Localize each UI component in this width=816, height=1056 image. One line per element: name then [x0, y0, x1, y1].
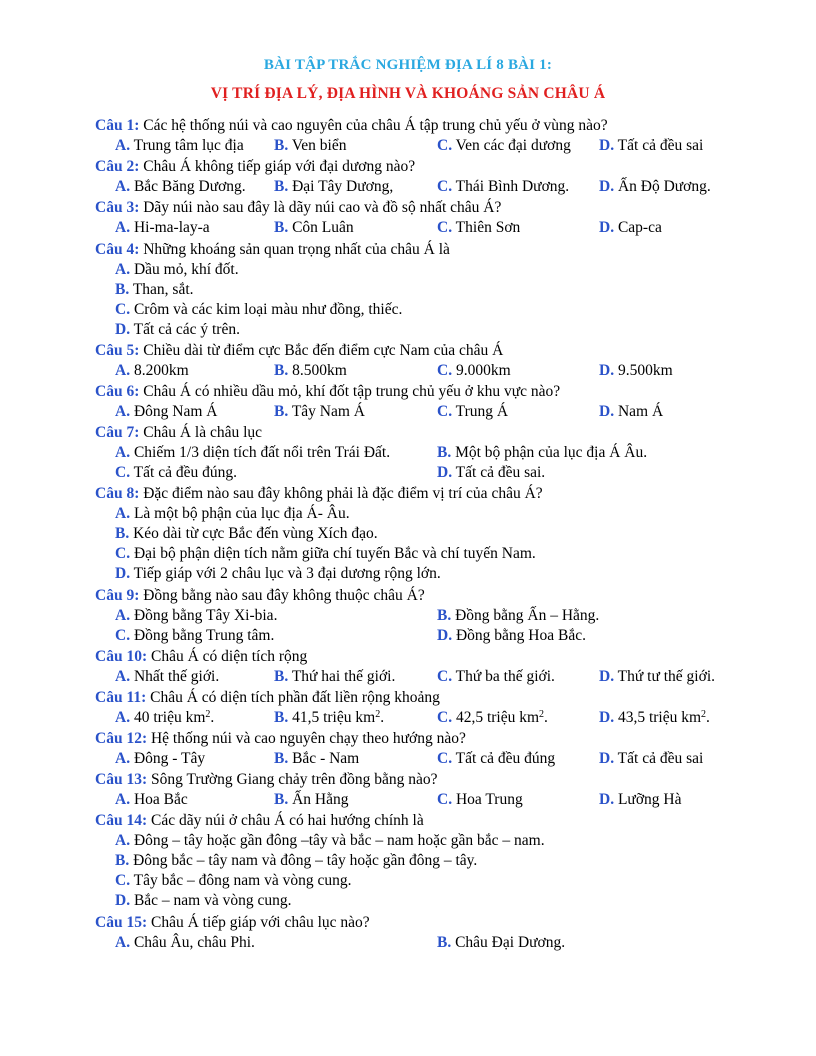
option-row	[95, 463, 795, 483]
option-text: Hoa Bắc	[130, 791, 188, 809]
question-text	[95, 586, 795, 606]
option-letter: C.	[437, 361, 453, 379]
question-number: Câu 12:	[95, 730, 148, 748]
answer-option-a[interactable]	[115, 136, 244, 156]
question-number: Câu 8:	[95, 485, 140, 503]
answer-option-a[interactable]	[115, 443, 390, 463]
option-letter: C.	[437, 178, 453, 196]
option-letter: D.	[599, 137, 615, 154]
question-stem: Châu Á là châu lục	[139, 424, 263, 442]
option-row	[95, 851, 795, 871]
option-letter: C.	[115, 626, 131, 644]
option-letter: B.	[274, 750, 289, 768]
option-letter: B.	[274, 667, 289, 685]
option-text: Lưỡng Hà	[614, 791, 682, 809]
option-text: Tất cả đều sai.	[452, 464, 546, 482]
option-letter: A.	[115, 606, 131, 624]
option-letter: A.	[115, 178, 131, 196]
option-letter: B.	[274, 219, 289, 237]
answer-option-d[interactable]	[115, 321, 240, 338]
answer-option-c[interactable]	[115, 301, 402, 318]
option-letter: D.	[599, 708, 615, 726]
question-number: Câu 7:	[95, 424, 140, 442]
question-stem: Dãy núi nào sau đây là dãy núi cao và đồ sộ nhất châu Á?	[139, 199, 502, 217]
option-text: 8.500km	[288, 361, 347, 379]
question-stem: Châu Á có diện tích rộng	[147, 647, 308, 665]
option-text: Đông bắc – tây nam và đông – tây hoặc gần đông – tây.	[129, 852, 478, 870]
question-text	[95, 811, 795, 831]
answer-option-d[interactable]	[599, 749, 703, 769]
question-6	[95, 382, 795, 422]
option-text: Ven biển	[288, 137, 347, 154]
option-row	[95, 280, 795, 300]
answer-option-c[interactable]	[437, 361, 511, 381]
question-3	[95, 198, 795, 238]
question-8	[95, 484, 795, 584]
question-number: Câu 1:	[95, 117, 140, 134]
option-letter: D.	[599, 791, 615, 809]
option-letter: B.	[274, 791, 289, 809]
option-letter: B.	[274, 361, 289, 379]
option-letter: A.	[115, 361, 131, 379]
question-text	[95, 688, 795, 708]
answer-option-b[interactable]	[274, 749, 359, 769]
answer-option-c[interactable]	[115, 872, 351, 889]
option-letter: C.	[115, 872, 131, 890]
option-letter: B.	[437, 606, 452, 624]
question-number: Câu 11:	[95, 688, 147, 706]
option-text: Hoa Trung	[452, 791, 523, 809]
question-stem: Đồng bằng nào sau đây không thuộc châu Á?	[139, 586, 425, 604]
question-text	[95, 240, 795, 260]
option-letter: D.	[599, 750, 615, 768]
question-9	[95, 586, 795, 646]
answer-option-c[interactable]	[437, 136, 571, 156]
answer-option-c[interactable]	[437, 667, 555, 687]
answer-option-a[interactable]	[115, 749, 205, 769]
question-10	[95, 647, 795, 687]
answer-option-a[interactable]	[115, 218, 210, 238]
option-text: Trung tâm lục địa	[130, 137, 244, 154]
question-2	[95, 157, 795, 197]
option-letter: B.	[115, 525, 130, 543]
option-text: 40 triệu km	[130, 708, 206, 726]
question-number: Câu 2:	[95, 158, 140, 176]
answer-option-c[interactable]	[115, 545, 536, 562]
option-row	[95, 606, 795, 626]
question-11	[95, 688, 795, 728]
unit-superscript: 2	[539, 708, 545, 720]
option-letter: A.	[115, 750, 131, 768]
answer-option-d[interactable]	[599, 402, 663, 422]
option-row	[95, 136, 795, 156]
answer-option-d[interactable]	[437, 463, 545, 483]
option-letter: B.	[274, 402, 289, 420]
question-stem: Chiều dài từ điểm cực Bắc đến điểm cực Nam của châu Á	[139, 341, 504, 359]
option-letter: B.	[437, 933, 452, 951]
answer-option-b[interactable]	[115, 852, 477, 869]
answer-option-c[interactable]	[437, 402, 508, 422]
answer-option-b[interactable]	[274, 790, 349, 810]
option-row	[95, 626, 795, 646]
answer-option-d[interactable]	[437, 626, 586, 646]
question-15	[95, 913, 795, 953]
question-stem: Châu Á không tiếp giáp với đại dương nào?	[139, 158, 416, 176]
question-7	[95, 423, 795, 483]
option-letter: A.	[115, 667, 131, 685]
answer-option-a[interactable]	[115, 790, 188, 810]
question-14	[95, 811, 795, 911]
option-text: Ven các đại dương	[452, 137, 571, 154]
question-text	[95, 913, 795, 933]
option-row	[95, 402, 795, 422]
option-letter: B.	[274, 708, 289, 726]
answer-option-b[interactable]	[274, 667, 395, 687]
option-text: Thiên Sơn	[452, 219, 521, 237]
option-letter: C.	[437, 137, 453, 154]
answer-option-d[interactable]	[599, 218, 662, 238]
answer-option-a[interactable]	[115, 708, 214, 728]
option-text: Tất cả các ý trên.	[130, 320, 240, 338]
question-text	[95, 423, 795, 443]
answer-option-b[interactable]	[274, 708, 384, 728]
answer-option-c[interactable]	[437, 177, 569, 197]
option-row	[95, 564, 795, 584]
option-text: Châu Âu, châu Phi.	[130, 933, 255, 951]
answer-option-b[interactable]	[274, 177, 393, 197]
option-letter: A.	[115, 137, 131, 154]
option-text: Thứ hai thế giới.	[288, 667, 396, 685]
option-text: Cap-ca	[614, 219, 662, 237]
option-text: Bắc - Nam	[288, 750, 360, 768]
unit-suffix: .	[380, 708, 385, 726]
option-letter: B.	[115, 280, 130, 298]
answer-option-a[interactable]	[115, 505, 350, 522]
option-row	[95, 260, 795, 280]
option-letter: D.	[115, 892, 131, 910]
option-row	[95, 708, 795, 728]
answer-option-b[interactable]	[274, 402, 365, 422]
option-letter: C.	[115, 300, 131, 318]
answer-option-a[interactable]	[115, 606, 277, 626]
answer-option-c[interactable]	[115, 626, 274, 646]
option-letter: B.	[437, 444, 452, 462]
option-text: Tây bắc – đông nam và vòng cung.	[130, 872, 352, 890]
question-12	[95, 729, 795, 769]
option-letter: C.	[437, 219, 453, 237]
question-text	[95, 157, 795, 177]
option-text: 41,5 triệu km	[288, 708, 376, 726]
option-row	[95, 361, 795, 381]
option-letter: A.	[115, 219, 131, 237]
option-row	[95, 300, 795, 320]
option-text: Trung Á	[452, 402, 509, 420]
option-letter: D.	[599, 178, 615, 196]
question-stem: Hệ thống núi và cao nguyên chạy theo hướng nào?	[147, 730, 466, 748]
option-text: Tiếp giáp với 2 châu lục và 3 đại dương rộng lớn.	[130, 565, 441, 583]
question-text	[95, 484, 795, 504]
unit-superscript: 2	[375, 708, 381, 720]
option-text: Đông – tây hoặc gần đông –tây và bắc – nam hoặc gần bắc – nam.	[130, 832, 545, 850]
answer-option-d[interactable]	[599, 361, 673, 381]
option-letter: A.	[115, 402, 131, 420]
answer-option-d[interactable]	[115, 565, 441, 582]
option-text: Đồng bằng Ấn – Hằng.	[451, 606, 600, 624]
option-text: Tất cả đều sai	[614, 750, 704, 768]
answer-option-b[interactable]	[115, 525, 378, 542]
option-text: Đồng bằng Trung tâm.	[130, 626, 275, 644]
question-stem: Đặc điểm nào sau đây không phải là đặc điểm vị trí của châu Á?	[139, 485, 543, 503]
question-number: Câu 9:	[95, 586, 140, 604]
answer-option-b[interactable]	[437, 606, 599, 626]
option-text: 43,5 triệu km	[614, 708, 702, 726]
option-text: Đông Nam Á	[130, 402, 218, 420]
option-text: Chiếm 1/3 diện tích đất nổi trên Trái Đất.	[130, 444, 391, 462]
option-text: Ấn Hằng	[288, 791, 349, 809]
unit-suffix: .	[706, 708, 710, 726]
option-text: Côn Luân	[288, 219, 354, 237]
option-row	[95, 443, 795, 463]
option-text: Kéo dài từ cực Bắc đến vùng Xích đạo.	[129, 525, 378, 543]
option-letter: D.	[599, 402, 615, 420]
answer-option-b[interactable]	[437, 443, 647, 463]
option-letter: B.	[115, 852, 130, 870]
option-text: Nhất thế giới.	[130, 667, 220, 685]
option-text: Là một bộ phận của lục địa Á- Âu.	[130, 505, 350, 523]
question-stem: Châu Á có diện tích phần đất liền rộng khoảng	[146, 688, 440, 706]
option-row	[95, 544, 795, 564]
option-text: Đại Tây Dương,	[288, 178, 394, 196]
question-number: Câu 14:	[95, 812, 148, 830]
unit-suffix: .	[544, 708, 548, 726]
question-number: Câu 3:	[95, 199, 140, 217]
question-1	[95, 116, 795, 156]
question-4	[95, 240, 795, 340]
question-stem: Châu Á có nhiều dầu mỏ, khí đốt tập trung chủ yếu ở khu vực nào?	[139, 382, 561, 400]
answer-option-c[interactable]	[437, 790, 523, 810]
option-text: Nam Á	[614, 402, 664, 420]
question-stem: Các dãy núi ở châu Á có hai hướng chính là	[147, 812, 424, 830]
option-text: Đại bộ phận diện tích nằm giữa chí tuyến Bắc và chí tuyến Nam.	[130, 545, 536, 563]
option-text: Tây Nam Á	[288, 402, 365, 420]
question-stem: Những khoáng sản quan trọng nhất của châu Á là	[139, 240, 450, 258]
option-letter: D.	[599, 667, 615, 685]
question-number: Câu 15:	[95, 913, 148, 931]
unit-suffix: .	[210, 708, 215, 726]
worksheet-subtitle: VỊ TRÍ ĐỊA LÝ, ĐỊA HÌNH VÀ KHOÁNG SẢN CHÂU Á	[210, 85, 606, 102]
answer-option-b[interactable]	[274, 361, 347, 381]
option-text: Bắc Băng Dương.	[130, 178, 246, 196]
option-letter: A.	[115, 791, 131, 809]
option-text: 9.000km	[452, 361, 511, 379]
answer-option-a[interactable]	[115, 402, 217, 422]
answer-option-c[interactable]	[437, 708, 548, 728]
question-stem: Châu Á tiếp giáp với châu lục nào?	[147, 913, 370, 931]
option-letter: A.	[115, 444, 131, 462]
option-text: 8.200km	[130, 361, 189, 379]
option-letter: B.	[274, 178, 289, 196]
option-letter: D.	[115, 565, 131, 583]
option-row	[95, 524, 795, 544]
question-stem: Sông Trường Giang chảy trên đồng bằng nào?	[147, 771, 438, 789]
option-letter: C.	[437, 708, 453, 726]
option-letter: D.	[437, 626, 453, 644]
option-row	[95, 933, 795, 953]
answer-option-d[interactable]	[599, 790, 681, 810]
option-letter: D.	[599, 361, 615, 379]
option-row	[95, 177, 795, 197]
question-number: Câu 5:	[95, 341, 140, 359]
answer-option-c[interactable]	[115, 463, 237, 483]
option-text: Tất cả đều sai	[614, 137, 704, 154]
option-letter: A.	[115, 933, 131, 951]
unit-superscript: 2	[701, 708, 707, 720]
option-row	[95, 871, 795, 891]
question-list	[95, 116, 795, 954]
unit-superscript: 2	[205, 708, 211, 720]
question-number: Câu 4:	[95, 240, 140, 258]
question-text	[95, 770, 795, 790]
option-row	[95, 218, 795, 238]
option-letter: A.	[115, 260, 131, 278]
option-text: Hi-ma-lay-a	[130, 219, 210, 237]
answer-option-a[interactable]	[115, 832, 545, 849]
option-row	[95, 320, 795, 340]
option-text: Dầu mỏ, khí đốt.	[130, 260, 239, 278]
option-row	[95, 504, 795, 524]
option-letter: D.	[599, 219, 615, 237]
answer-option-a[interactable]	[115, 177, 246, 197]
answer-option-d[interactable]	[599, 708, 710, 728]
answer-option-d[interactable]	[599, 136, 703, 156]
option-letter: D.	[437, 464, 453, 482]
option-text: Thứ ba thế giới.	[452, 667, 555, 685]
option-letter: B.	[274, 137, 289, 154]
option-text: Than, sắt.	[129, 280, 194, 298]
option-letter: C.	[115, 545, 131, 563]
option-row	[95, 667, 795, 687]
answer-option-b[interactable]	[115, 281, 194, 298]
option-text: 9.500km	[614, 361, 673, 379]
option-letter: C.	[437, 750, 453, 768]
option-text: Đồng bằng Hoa Bắc.	[452, 626, 586, 644]
option-text: 42,5 triệu km	[452, 708, 540, 726]
answer-option-c[interactable]	[437, 749, 555, 769]
answer-option-c[interactable]	[437, 218, 520, 238]
question-number: Câu 6:	[95, 382, 140, 400]
option-text: Châu Đại Dương.	[451, 933, 566, 951]
option-text: Thái Bình Dương.	[452, 178, 570, 196]
worksheet-title: BÀI TẬP TRẮC NGHIỆM ĐỊA LÍ 8 BÀI 1:	[263, 57, 553, 73]
option-letter: D.	[115, 320, 131, 338]
answer-option-b[interactable]	[274, 218, 354, 238]
option-text: Đồng bằng Tây Xi-bia.	[130, 606, 278, 624]
option-letter: A.	[115, 832, 131, 850]
option-letter: A.	[115, 505, 131, 523]
question-stem: Các hệ thống núi và cao nguyên của châu Á tập trung chủ yếu ở vùng nào?	[139, 117, 608, 134]
option-text: Tất cả đều đúng	[452, 750, 556, 768]
option-letter: A.	[115, 708, 131, 726]
question-number: Câu 10:	[95, 647, 148, 665]
answer-option-a[interactable]	[115, 361, 189, 381]
option-text: Thứ tư thế giới.	[614, 667, 715, 685]
question-text	[95, 729, 795, 749]
answer-option-a[interactable]	[115, 667, 219, 687]
option-text: Ấn Độ Dương.	[614, 178, 711, 196]
question-number: Câu 13:	[95, 771, 148, 789]
option-letter: C.	[437, 667, 453, 685]
answer-option-a[interactable]	[115, 261, 239, 278]
option-row	[95, 831, 795, 851]
option-row	[95, 891, 795, 911]
option-row	[95, 749, 795, 769]
answer-option-d[interactable]	[599, 177, 711, 197]
question-text	[95, 116, 795, 136]
question-text	[95, 341, 795, 361]
option-letter: C.	[437, 791, 453, 809]
question-text	[95, 647, 795, 667]
answer-option-b[interactable]	[274, 136, 346, 156]
option-text: Crôm và các kim loại màu như đồng, thiếc.	[130, 300, 403, 318]
answer-option-d[interactable]	[599, 667, 715, 687]
option-letter: C.	[115, 464, 131, 482]
option-row	[95, 790, 795, 810]
question-5	[95, 341, 795, 381]
answer-option-b[interactable]	[437, 933, 565, 953]
option-text: Tất cả đều đúng.	[130, 464, 237, 482]
question-text	[95, 198, 795, 218]
answer-option-d[interactable]	[115, 892, 292, 909]
option-text: Bắc – nam và vòng cung.	[130, 892, 292, 910]
option-letter: C.	[437, 402, 453, 420]
option-text: Một bộ phận của lục địa Á Âu.	[451, 444, 648, 462]
option-text: Đông - Tây	[130, 750, 206, 768]
answer-option-a[interactable]	[115, 933, 255, 953]
question-13	[95, 770, 795, 810]
question-text	[95, 382, 795, 402]
